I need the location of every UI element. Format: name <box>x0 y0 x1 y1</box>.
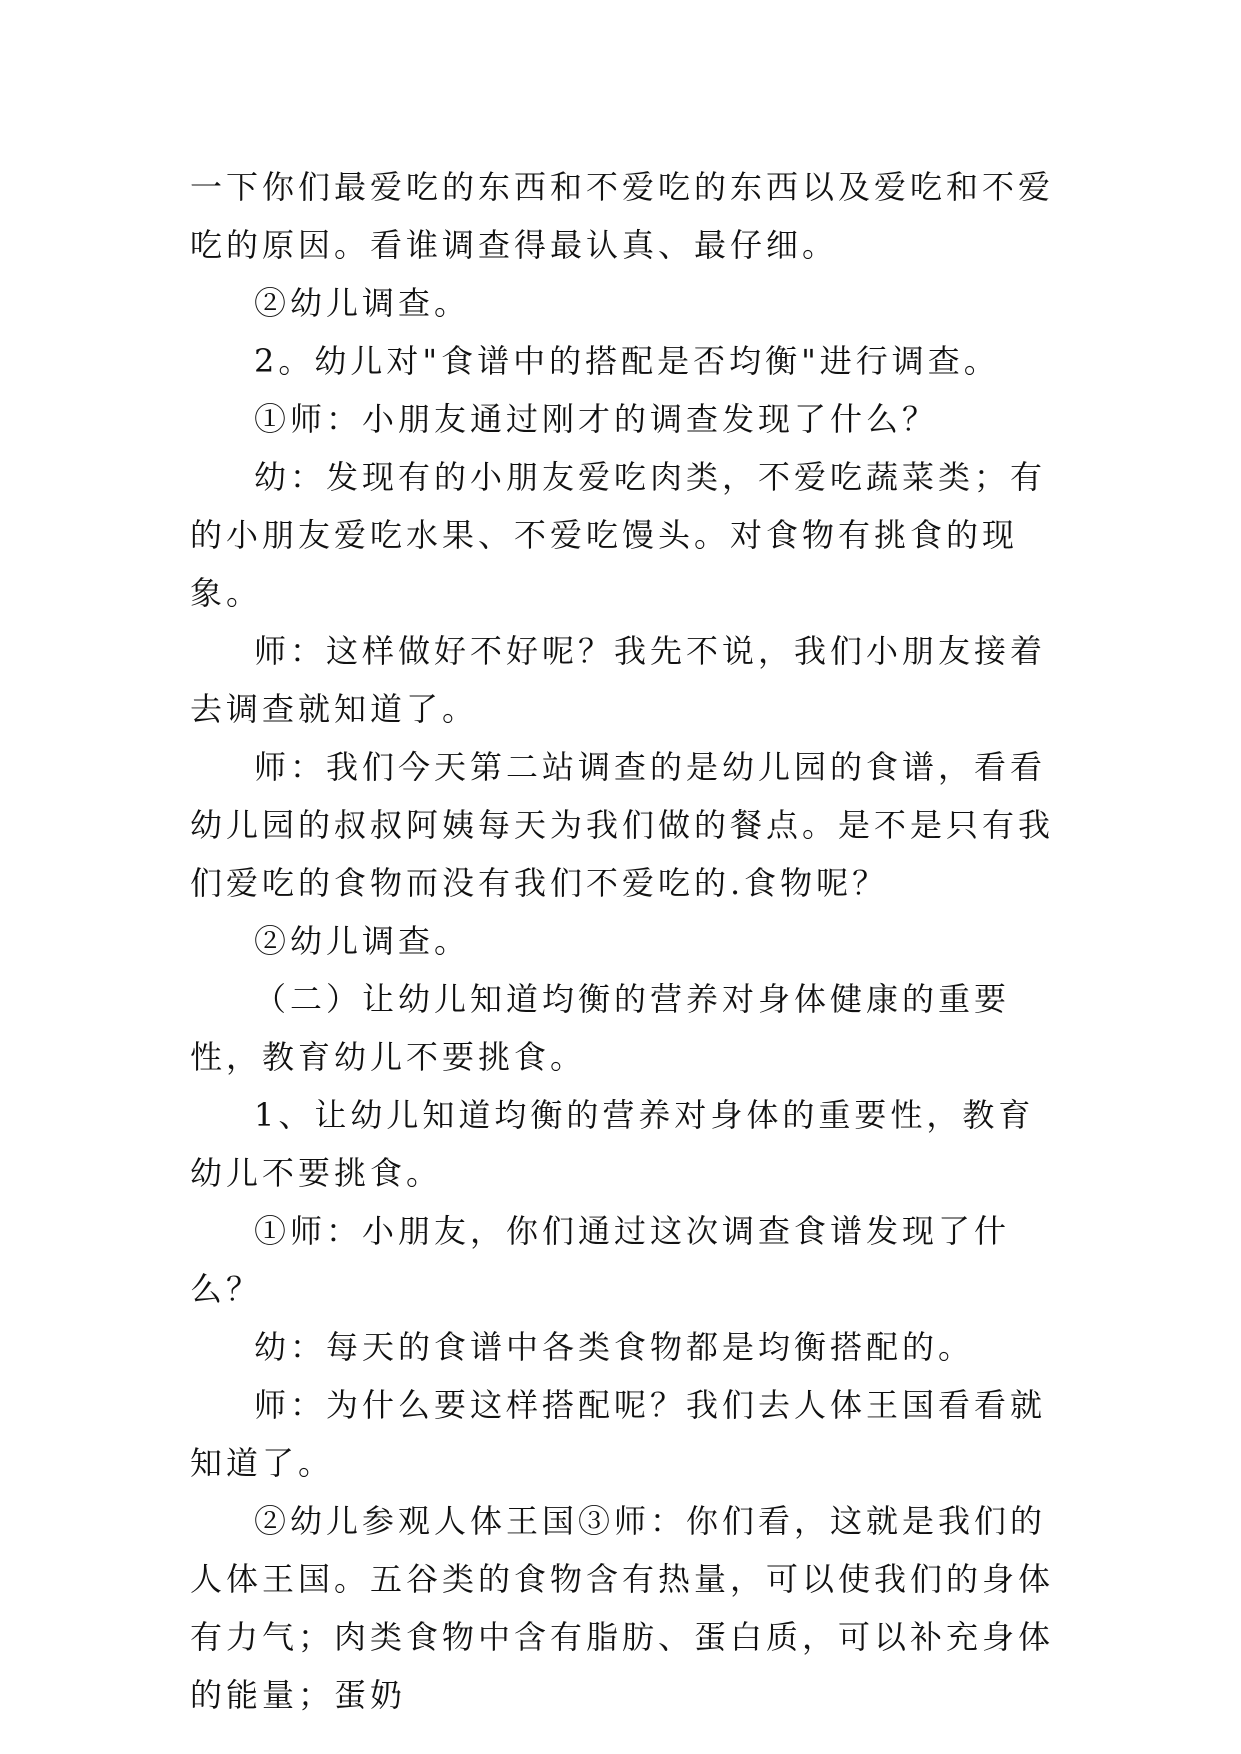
paragraph-13: 师：为什么要这样搭配呢？我们去人体王国看看就知道了。 <box>190 1386 1047 1482</box>
paragraph-4: ①师：小朋友通过刚才的调查发现了什么？ <box>254 400 939 438</box>
paragraph-5: 幼：发现有的小朋友爱吃肉类，不爱吃蔬菜类；有的小朋友爱吃水果、不爱吃馒头。对食物有挑食的现象。 <box>190 458 1047 612</box>
paragraph-12: 幼：每天的食谱中各类食物都是均衡搭配的。 <box>254 1328 975 1366</box>
paragraph-8: ②幼儿调查。 <box>254 922 471 960</box>
paragraph-2: ②幼儿调查。 <box>254 284 471 322</box>
paragraph-7: 师：我们今天第二站调查的是幼儿园的食谱，看看幼儿园的叔叔阿姨每天为我们做的餐点。是不是只有我们爱吃的食物而没有我们不爱吃的.食物呢？ <box>190 748 1055 902</box>
paragraph-6: 师：这样做好不好呢？我先不说，我们小朋友接着去调查就知道了。 <box>190 632 1047 728</box>
paragraph-1: 一下你们最爱吃的东西和不爱吃的东西以及爱吃和不爱吃的原因。看谁调查得最认真、最仔细。 <box>190 168 1055 264</box>
paragraph-14: ②幼儿参观人体王国③师：你们看，这就是我们的人体王国。五谷类的食物含有热量，可以使我们的身体有力气；肉类食物中含有脂肪、蛋白质，可以补充身体的能量；蛋奶 <box>190 1502 1055 1714</box>
document-body <box>190 158 1060 1724</box>
paragraph-10: 1、让幼儿知道均衡的营养对身体的重要性，教育幼儿不要挑食。 <box>190 1096 1035 1192</box>
paragraph-9: （二）让幼儿知道均衡的营养对身体健康的重要性，教育幼儿不要挑食。 <box>190 980 1011 1076</box>
paragraph-3: 2。幼儿对"食谱中的搭配是否均衡"进行调查。 <box>254 342 1000 380</box>
paragraph-11: ①师：小朋友，你们通过这次调查食谱发现了什么？ <box>190 1212 1011 1308</box>
